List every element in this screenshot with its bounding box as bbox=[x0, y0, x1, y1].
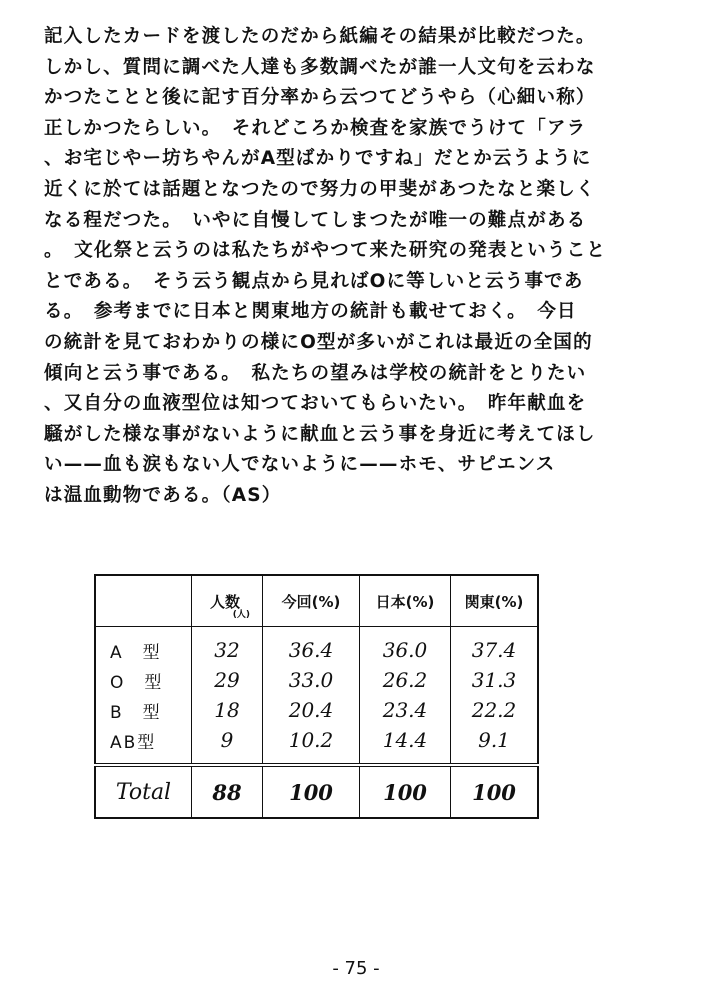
cell-kanto: 22.2 bbox=[451, 695, 539, 725]
cell-japan: 23.4 bbox=[360, 695, 451, 725]
header-count-unit: (人) bbox=[232, 609, 250, 620]
text-line: い——血も涙もない人でないように——ホモ、サピエンス bbox=[44, 454, 556, 476]
header-count-label: 人数 bbox=[209, 592, 240, 611]
text-line: 。 文化祭と云うのは私たちがやつて来た研究の発表ということ bbox=[44, 240, 607, 262]
text-line: かつたことと後に記す百分率から云つてどうやら（心細い称） bbox=[44, 87, 596, 109]
cell-this-time: 20.4 bbox=[263, 695, 360, 725]
text-line: なる程だつた。 いやに自慢してしまつたが唯一の難点がある bbox=[44, 209, 587, 231]
total-count: 88 bbox=[192, 765, 263, 818]
cell-kanto: 31.3 bbox=[451, 665, 539, 695]
text-line: 近くに於ては話題となつたので努力の甲斐があつたなと楽しく bbox=[44, 178, 596, 200]
cell-count: 18 bbox=[192, 695, 263, 725]
table-header-row bbox=[95, 575, 538, 627]
header-type bbox=[95, 575, 192, 627]
text-line: は温血動物である。（AS） bbox=[44, 484, 282, 506]
cell-this-time: 36.4 bbox=[263, 627, 360, 666]
text-line: る。 参考までに日本と関東地方の統計も載せておく。 今日 bbox=[44, 301, 577, 323]
table-row bbox=[95, 695, 538, 725]
header-count-wrap bbox=[209, 591, 250, 620]
cell-japan: 14.4 bbox=[360, 725, 451, 765]
table-total-row bbox=[95, 765, 538, 818]
cell-japan: 26.2 bbox=[360, 665, 451, 695]
cell-japan: 36.0 bbox=[360, 627, 451, 666]
total-kanto: 100 bbox=[451, 765, 539, 818]
cell-count: 29 bbox=[192, 665, 263, 695]
cell-type: O 型 bbox=[95, 665, 192, 695]
text-line: 、お宅じやー坊ちやんがA型ばかりですね」だとか云うように bbox=[44, 148, 592, 170]
total-japan: 100 bbox=[360, 765, 451, 818]
cell-count: 32 bbox=[192, 627, 263, 666]
total-this-time: 100 bbox=[263, 765, 360, 818]
cell-this-time: 10.2 bbox=[263, 725, 360, 765]
page-number: - 75 - bbox=[332, 958, 380, 979]
table-row bbox=[95, 725, 538, 765]
text-line: 記入したカードを渡したのだから紙編その結果が比較だつた。 bbox=[44, 26, 596, 47]
text-line: 傾向と云う事である。 私たちの望みは学校の統計をとりたい bbox=[44, 362, 587, 384]
cell-this-time: 33.0 bbox=[263, 665, 360, 695]
article-body bbox=[44, 22, 684, 512]
header-count bbox=[192, 575, 263, 627]
header-kanto: 関東(%) bbox=[451, 575, 539, 627]
cell-kanto: 37.4 bbox=[451, 627, 539, 666]
cell-type: B 型 bbox=[95, 695, 192, 725]
text-line: 正しかつたらしい。 それどころか検査を家族でうけて「アラ bbox=[44, 117, 587, 139]
blood-type-table bbox=[94, 574, 539, 819]
header-this-time: 今回(%) bbox=[263, 575, 360, 627]
header-japan: 日本(%) bbox=[360, 575, 451, 627]
cell-kanto: 9.1 bbox=[451, 725, 539, 765]
text-line: 、又自分の血液型位は知つておいてもらいたい。 昨年献血を bbox=[44, 393, 587, 415]
text-line: の統計を見ておわかりの様にO型が多いがこれは最近の全国的 bbox=[44, 331, 593, 353]
table-row bbox=[95, 665, 538, 695]
cell-type: AB型 bbox=[95, 725, 192, 765]
text-line: しかし、質問に調べた人達も多数調べたが誰一人文句を云わな bbox=[44, 56, 596, 78]
table-row bbox=[95, 627, 538, 666]
total-label: Total bbox=[95, 765, 192, 818]
text-line: 騒がした様な事がないように献血と云う事を身近に考えてほし bbox=[44, 423, 596, 445]
cell-type: A 型 bbox=[95, 627, 192, 666]
text-line: とである。 そう云う観点から見ればOに等しいと云う事であ bbox=[44, 270, 584, 292]
blood-type-table-container bbox=[94, 574, 539, 819]
cell-count: 9 bbox=[192, 725, 263, 765]
